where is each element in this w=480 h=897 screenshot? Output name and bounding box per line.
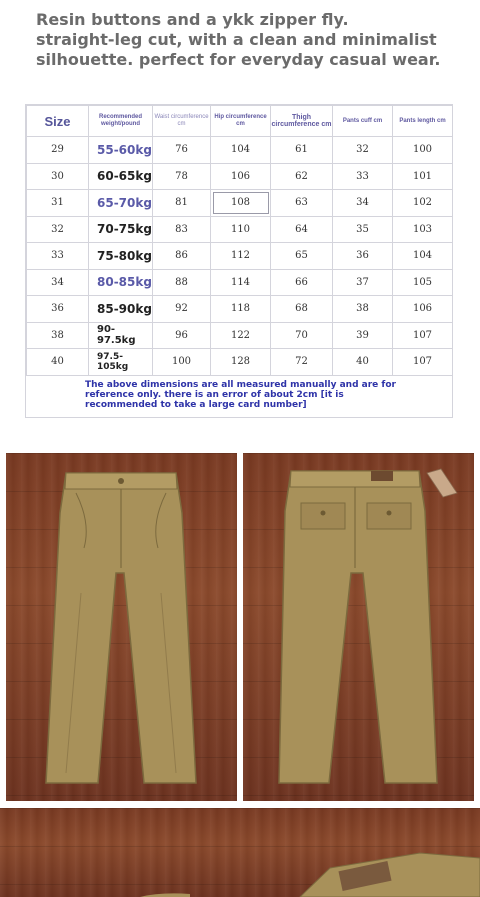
headline-line-2: straight-leg cut, with a clean and minimalist	[36, 30, 437, 49]
cell-size: 40	[27, 349, 89, 376]
cell-waist: 83	[153, 216, 211, 243]
cell-length: 100	[393, 137, 453, 164]
size-chart-header-row	[27, 106, 453, 137]
header-size: Size	[27, 106, 89, 137]
header-waist: Waist circumference cm	[153, 106, 211, 137]
product-headline	[36, 10, 466, 70]
cell-weight: 65-70kg	[89, 190, 153, 217]
cell-size: 32	[27, 216, 89, 243]
table-row	[27, 296, 453, 323]
cell-thigh: 64	[271, 216, 333, 243]
cell-weight: 75-80kg	[89, 243, 153, 270]
cell-weight: 70-75kg	[89, 216, 153, 243]
size-chart	[25, 104, 453, 418]
cell-weight: 90-97.5kg	[89, 322, 153, 349]
cell-thigh: 61	[271, 137, 333, 164]
cell-hip: 110	[211, 216, 271, 243]
table-row	[27, 216, 453, 243]
cell-hip: 122	[211, 322, 271, 349]
cell-cuff: 39	[333, 322, 393, 349]
cell-size: 34	[27, 269, 89, 296]
cell-cuff: 40	[333, 349, 393, 376]
cell-length: 104	[393, 243, 453, 270]
cell-cuff: 36	[333, 243, 393, 270]
cell-cuff: 37	[333, 269, 393, 296]
headline-line-1: Resin buttons and a ykk zipper fly.	[36, 10, 349, 29]
header-length: Pants length cm	[393, 106, 453, 137]
cell-weight: 85-90kg	[89, 296, 153, 323]
table-row	[27, 269, 453, 296]
cell-length: 107	[393, 322, 453, 349]
cell-size: 38	[27, 322, 89, 349]
cell-size: 30	[27, 163, 89, 190]
headline-line-3: silhouette. perfect for everyday casual wear.	[36, 50, 441, 69]
cell-length: 103	[393, 216, 453, 243]
cell-size: 31	[27, 190, 89, 217]
cell-thigh: 63	[271, 190, 333, 217]
cell-hip: 128	[211, 349, 271, 376]
cell-hip: 106	[211, 163, 271, 190]
table-row	[27, 322, 453, 349]
pants-detail-illustration	[0, 808, 480, 897]
cell-waist: 88	[153, 269, 211, 296]
pants-back-photo	[243, 453, 474, 801]
cell-size: 33	[27, 243, 89, 270]
cell-cuff: 32	[333, 137, 393, 164]
cell-weight: 97.5-105kg	[89, 349, 153, 376]
cell-length: 106	[393, 296, 453, 323]
cell-cuff: 38	[333, 296, 393, 323]
header-cuff: Pants cuff cm	[333, 106, 393, 137]
cell-thigh: 68	[271, 296, 333, 323]
cell-length: 101	[393, 163, 453, 190]
table-row	[27, 163, 453, 190]
cell-length: 105	[393, 269, 453, 296]
measurement-note: The above dimensions are all measured manually and are for reference only. there is an error of about 2cm [it is recommended to take a large card number]	[85, 380, 396, 410]
cell-hip: 108	[211, 190, 271, 217]
cell-hip: 114	[211, 269, 271, 296]
cell-thigh: 65	[271, 243, 333, 270]
table-row	[27, 349, 453, 376]
cell-hip: 118	[211, 296, 271, 323]
cell-waist: 92	[153, 296, 211, 323]
cell-hip: 104	[211, 137, 271, 164]
cell-waist: 76	[153, 137, 211, 164]
cell-length: 102	[393, 190, 453, 217]
pants-front-photo	[6, 453, 237, 801]
cell-waist: 96	[153, 322, 211, 349]
table-row	[27, 190, 453, 217]
header-weight: Recommended weight/pound	[89, 106, 153, 137]
cell-cuff: 33	[333, 163, 393, 190]
pants-back-illustration	[243, 453, 474, 801]
pants-front-illustration	[6, 453, 237, 801]
cell-size: 29	[27, 137, 89, 164]
header-hip: Hip circumference cm	[211, 106, 271, 137]
table-row	[27, 243, 453, 270]
cell-thigh: 62	[271, 163, 333, 190]
cell-waist: 78	[153, 163, 211, 190]
pants-detail-photo	[0, 808, 480, 897]
cell-thigh: 70	[271, 322, 333, 349]
cell-hip: 112	[211, 243, 271, 270]
cell-waist: 100	[153, 349, 211, 376]
size-chart-table	[26, 105, 453, 376]
cell-thigh: 66	[271, 269, 333, 296]
cell-size: 36	[27, 296, 89, 323]
cell-cuff: 34	[333, 190, 393, 217]
cell-weight: 80-85kg	[89, 269, 153, 296]
header-thigh: Thigh circumference cm	[271, 106, 333, 137]
cell-length: 107	[393, 349, 453, 376]
cell-weight: 60-65kg	[89, 163, 153, 190]
cell-cuff: 35	[333, 216, 393, 243]
table-row	[27, 137, 453, 164]
cell-waist: 86	[153, 243, 211, 270]
cell-waist: 81	[153, 190, 211, 217]
cell-weight: 55-60kg	[89, 137, 153, 164]
cell-thigh: 72	[271, 349, 333, 376]
